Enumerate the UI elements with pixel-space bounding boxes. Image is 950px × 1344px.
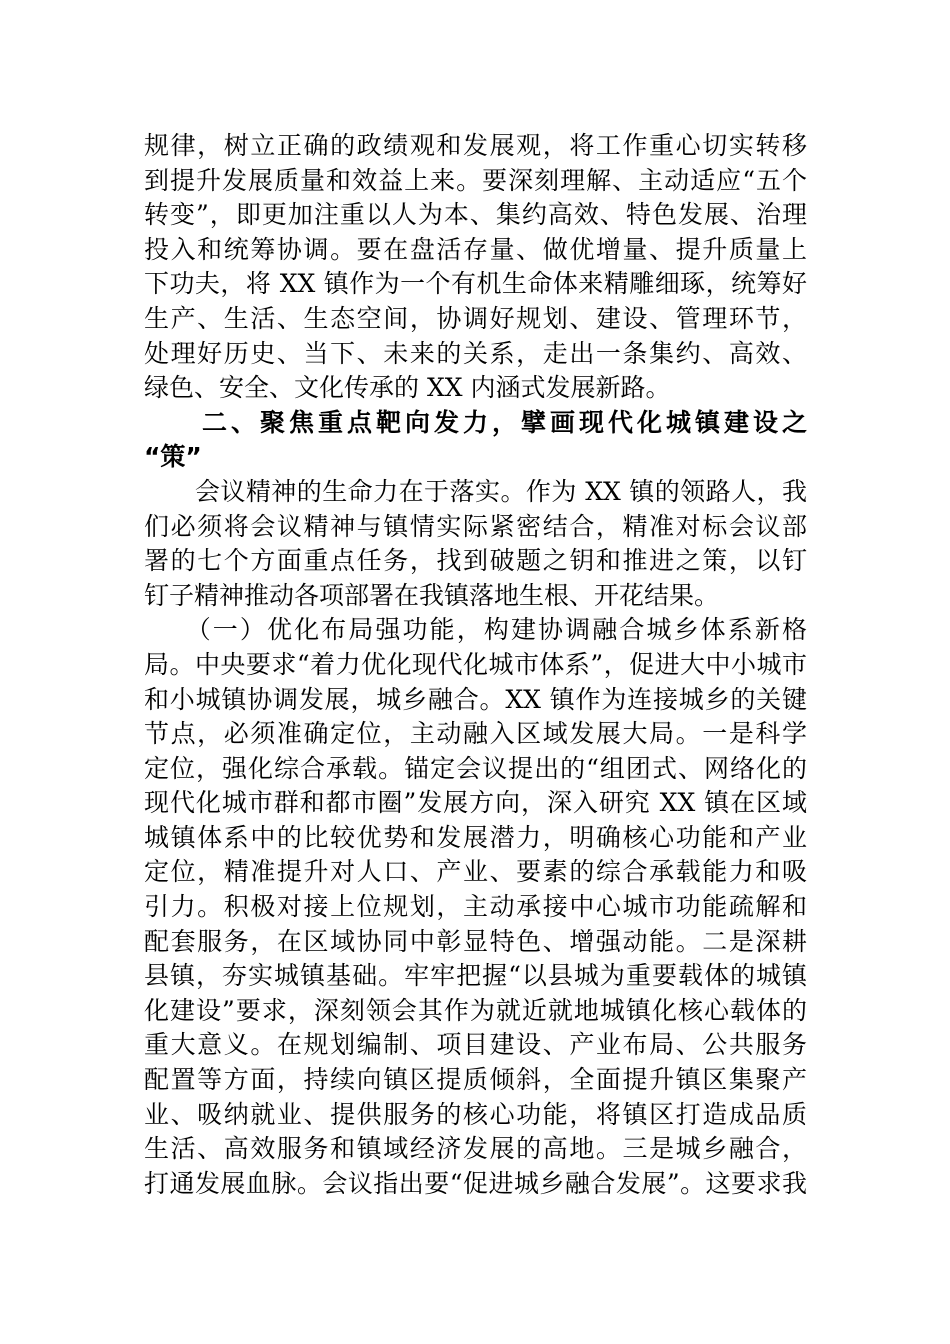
- text-line: 引力。积极对接上位规划，主动承接中心城市功能疏解和: [144, 892, 807, 922]
- text-line: 化建设”要求，深刻领会其作为就近就地城镇化核心载体的: [144, 995, 807, 1025]
- text-line: 规律，树立正确的政绩观和发展观，将工作重心切实转移: [144, 131, 807, 160]
- text-line: 到提升发展质量和效益上来。要深刻理解、主动适应“五个: [144, 165, 807, 195]
- text-line: 和小城镇协调发展，城乡融合。XX 镇作为连接城乡的关键: [144, 684, 807, 714]
- text-line: 配置等方面，持续向镇区提质倾斜，全面提升镇区集聚产: [144, 1065, 807, 1095]
- section-heading: “策”: [144, 442, 202, 472]
- text-line: 转变”，即更加注重以人为本、集约高效、特色发展、治理: [144, 200, 807, 230]
- text-line: 绿色、安全、文化传承的 XX 内涵式发展新路。: [144, 373, 671, 403]
- text-line: 城镇体系中的比较优势和发展潜力，明确核心功能和产业: [144, 822, 807, 852]
- text-line: 署的七个方面重点任务，找到破题之钥和推进之策，以钉: [144, 546, 807, 576]
- text-line: 节点，必须准确定位，主动融入区域发展大局。一是科学: [144, 719, 807, 749]
- text-line: 生活、高效服务和镇域经济发展的高地。三是城乡融合，: [144, 1134, 807, 1164]
- text-line: 生产、生活、生态空间，协调好规划、建设、管理环节，: [144, 303, 807, 333]
- text-line: 重大意义。在规划编制、项目建设、产业布局、公共服务: [144, 1030, 807, 1060]
- document-body: [144, 129, 807, 1201]
- text-line: 业、吸纳就业、提供服务的核心功能，将镇区打造成品质: [144, 1099, 807, 1129]
- text-line: 们必须将会议精神与镇情实际紧密结合，精准对标会议部: [144, 511, 807, 541]
- text-line: 现代化城市群和都市圈”发展方向，深入研究 XX 镇在区域: [144, 788, 807, 818]
- text-line: （一）优化布局强功能，构建协调融合城乡体系新格: [144, 615, 807, 645]
- text-line: 打通发展血脉。会议指出要“促进城乡融合发展”。这要求我: [144, 1168, 807, 1198]
- text-line: 局。中央要求“着力优化现代化城市体系”，促进大中小城市: [144, 649, 807, 679]
- text-line: 钉子精神推动各项部署在我镇落地生根、开花结果。: [144, 580, 720, 610]
- section-heading: 二、聚焦重点靶向发力，擘画现代化城镇建设之: [144, 407, 807, 437]
- text-line: 定位，精准提升对人口、产业、要素的综合承载能力和吸: [144, 857, 807, 887]
- text-line: 县镇，夯实城镇基础。牢牢把握“以县城为重要载体的城镇: [144, 961, 807, 991]
- text-line: 定位，强化综合承载。锚定会议提出的“组团式、网络化的: [144, 753, 807, 783]
- text-line: 配套服务，在区域协同中彰显特色、增强动能。二是深耕: [144, 926, 807, 956]
- text-line: 处理好历史、当下、未来的关系，走出一条集约、高效、: [144, 338, 807, 368]
- text-line: 投入和统筹协调。要在盘活存量、做优增量、提升质量上: [144, 234, 807, 264]
- text-line: 下功夫，将 XX 镇作为一个有机生命体来精雕细琢，统筹好: [144, 269, 807, 299]
- text-line: 会议精神的生命力在于落实。作为 XX 镇的领路人，我: [144, 476, 807, 506]
